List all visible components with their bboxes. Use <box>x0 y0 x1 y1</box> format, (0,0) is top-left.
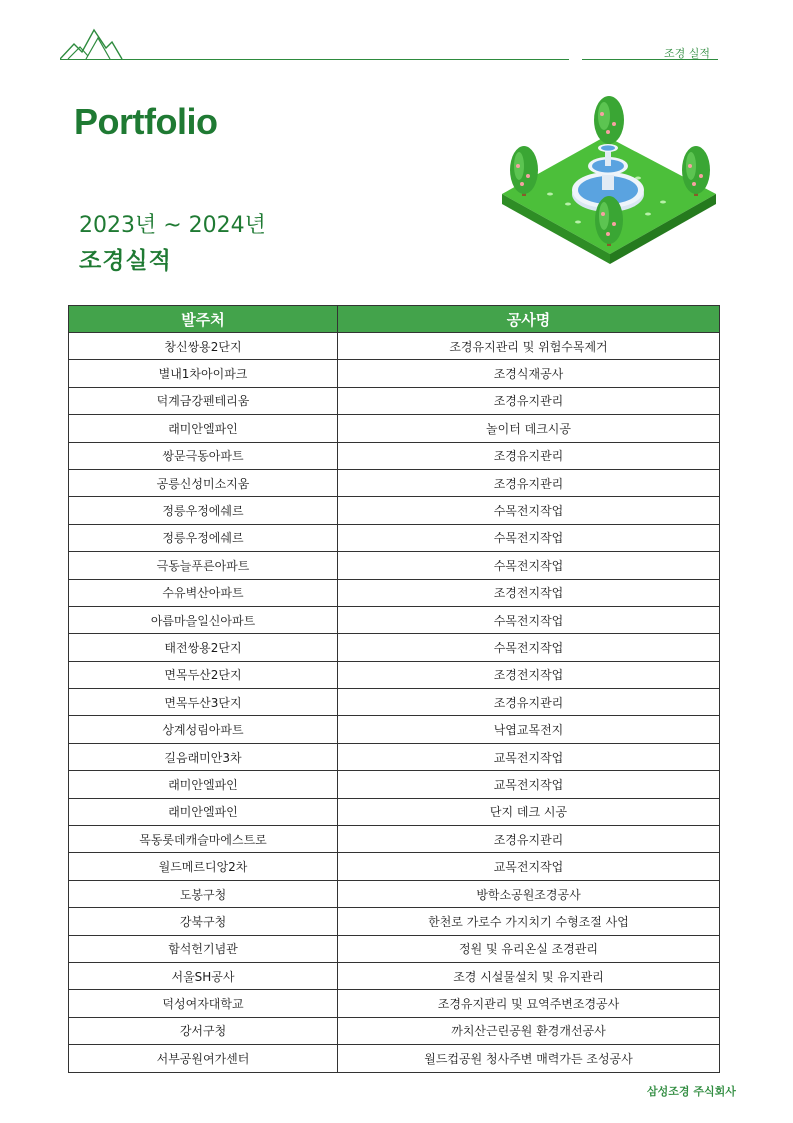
cell-client: 덕계금강펜테리움 <box>69 387 338 414</box>
table-row <box>69 497 720 524</box>
cell-project: 정원 및 유리온실 조경관리 <box>338 935 720 962</box>
table-row <box>69 360 720 387</box>
cell-project: 한천로 가로수 가지치기 수형조절 사업 <box>338 908 720 935</box>
cell-client: 면목두산2단지 <box>69 661 338 688</box>
table-row <box>69 579 720 606</box>
cell-project: 교목전지작업 <box>338 853 720 880</box>
table-row <box>69 798 720 825</box>
table-row <box>69 606 720 633</box>
cell-client: 래미안엘파인 <box>69 798 338 825</box>
column-header-client: 발주처 <box>69 306 338 333</box>
table-row <box>69 469 720 496</box>
cell-project: 조경유지관리 <box>338 689 720 716</box>
table-row <box>69 962 720 989</box>
cell-project: 조경유지관리 <box>338 442 720 469</box>
cell-client: 강서구청 <box>69 1017 338 1044</box>
cell-project: 놀이터 데크시공 <box>338 415 720 442</box>
cell-client: 정릉우정에쉐르 <box>69 497 338 524</box>
cell-project: 수목전지작업 <box>338 497 720 524</box>
cell-client: 래미안엘파인 <box>69 771 338 798</box>
header-rule-left <box>60 59 569 60</box>
page-subtitle: 조경실적 <box>79 248 172 274</box>
cell-project: 조경유지관리 <box>338 826 720 853</box>
cell-client: 극동늘푸른아파트 <box>69 552 338 579</box>
cell-client: 아름마을일신아파트 <box>69 606 338 633</box>
page-title: Portfolio <box>74 101 218 142</box>
section-tag: 조경 실적 <box>664 47 711 60</box>
table-row <box>69 1045 720 1072</box>
cell-project: 조경유지관리 <box>338 387 720 414</box>
table-row <box>69 415 720 442</box>
table-row <box>69 661 720 688</box>
cell-project: 방학소공원조경공사 <box>338 880 720 907</box>
cell-project: 조경식재공사 <box>338 360 720 387</box>
table-row <box>69 908 720 935</box>
table-row <box>69 771 720 798</box>
table-row <box>69 634 720 661</box>
table-row <box>69 935 720 962</box>
cell-project: 낙엽교목전지 <box>338 716 720 743</box>
cell-client: 함석헌기념관 <box>69 935 338 962</box>
cell-client: 서울SH공사 <box>69 962 338 989</box>
table-row <box>69 853 720 880</box>
table-row <box>69 524 720 551</box>
table-row <box>69 689 720 716</box>
cell-client: 태전쌍용2단지 <box>69 634 338 661</box>
cell-project: 수목전지작업 <box>338 634 720 661</box>
cell-client: 쌍문극동아파트 <box>69 442 338 469</box>
table-row <box>69 743 720 770</box>
cell-project: 교목전지작업 <box>338 743 720 770</box>
cell-project: 교목전지작업 <box>338 771 720 798</box>
table-row <box>69 552 720 579</box>
table-row <box>69 716 720 743</box>
cell-client: 정릉우정에쉐르 <box>69 524 338 551</box>
table-header-row <box>69 306 720 333</box>
cell-project: 조경유지관리 및 위험수목제거 <box>338 333 720 360</box>
cell-client: 덕성여자대학교 <box>69 990 338 1017</box>
cell-client: 면목두산3단지 <box>69 689 338 716</box>
table-row <box>69 387 720 414</box>
cell-project: 수목전지작업 <box>338 524 720 551</box>
portfolio-table <box>68 305 720 1073</box>
table-row <box>69 990 720 1017</box>
cell-client: 월드메르디앙2차 <box>69 853 338 880</box>
cell-project: 조경유지관리 <box>338 469 720 496</box>
cell-client: 창신쌍용2단지 <box>69 333 338 360</box>
cell-client: 별내1차아이파크 <box>69 360 338 387</box>
cell-project: 조경유지관리 및 묘역주변조경공사 <box>338 990 720 1017</box>
company-name: 삼성조경 주식회사 <box>647 1085 736 1098</box>
cell-client: 공릉신성미소지움 <box>69 469 338 496</box>
cell-client: 목동롯데캐슬마에스트로 <box>69 826 338 853</box>
table-body <box>69 333 720 1073</box>
cell-project: 수목전지작업 <box>338 606 720 633</box>
cell-client: 수유벽산아파트 <box>69 579 338 606</box>
cell-project: 까치산근린공원 환경개선공사 <box>338 1017 720 1044</box>
cell-client: 서부공원여가센터 <box>69 1045 338 1072</box>
cell-project: 조경전지작업 <box>338 661 720 688</box>
column-header-project: 공사명 <box>338 306 720 333</box>
cell-project: 단지 데크 시공 <box>338 798 720 825</box>
cell-project: 조경 시설물설치 및 유지관리 <box>338 962 720 989</box>
cell-client: 길음래미안3차 <box>69 743 338 770</box>
cell-project: 조경전지작업 <box>338 579 720 606</box>
table-row <box>69 442 720 469</box>
table-row <box>69 333 720 360</box>
garden-fountain-illustration <box>498 94 723 273</box>
cell-project: 월드컵공원 청사주변 매력가든 조성공사 <box>338 1045 720 1072</box>
cell-client: 래미안엘파인 <box>69 415 338 442</box>
table-row <box>69 1017 720 1044</box>
cell-client: 강북구청 <box>69 908 338 935</box>
period-label: 2023년 ~ 2024년 <box>79 213 266 238</box>
cell-client: 상계성림아파트 <box>69 716 338 743</box>
table-row <box>69 880 720 907</box>
cell-project: 수목전지작업 <box>338 552 720 579</box>
table-row <box>69 826 720 853</box>
cell-client: 도봉구청 <box>69 880 338 907</box>
